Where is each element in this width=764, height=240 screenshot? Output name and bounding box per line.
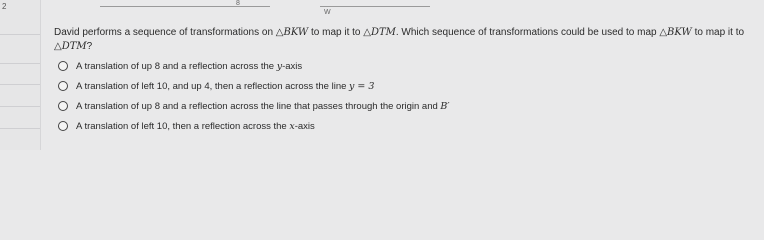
cropped-figure-fragment [40,0,764,26]
triangle-bkw: △BKW [659,27,692,38]
panel-divider [0,128,40,129]
panel-divider [0,63,40,64]
radio-button[interactable] [58,81,68,91]
answer-option[interactable] [58,96,450,116]
option-label[interactable] [76,81,374,92]
triangle-dtm: △DTM [54,41,87,52]
panel-fragment-text: 2 [2,2,7,11]
option-text-segment: -axis [294,120,315,132]
option-label[interactable] [76,61,302,72]
option-text-segment: A translation of left 10, then a reflection across the [76,120,290,132]
figure-line-fragment [320,6,430,7]
answer-options [58,56,450,136]
answer-option[interactable] [58,76,450,96]
answer-option[interactable] [58,116,450,136]
radio-button[interactable] [58,101,68,111]
question-prompt [54,26,754,54]
question-text: to map it to [691,27,745,38]
figure-line-fragment [100,6,270,7]
option-text-segment: A translation of up 8 and a reflection across the line that passes through the origin and [76,100,441,112]
question-text: . Which sequence of transformations could be used to map [395,27,660,38]
option-text-segment: A translation of left 10, and up 4, then a reflection across the line [76,80,350,92]
panel-divider [0,34,40,35]
figure-label-fragment: W [324,9,331,16]
option-label[interactable] [76,101,450,112]
option-math: B′ [440,100,450,112]
answer-option[interactable] [58,56,450,76]
question-text: David performs a sequence of transformations on [54,27,276,38]
option-math: y [276,60,283,72]
panel-divider [0,106,40,107]
option-text-segment: -axis [282,60,303,72]
option-label[interactable] [76,121,315,132]
radio-button[interactable] [58,61,68,71]
left-panel-edge [0,0,41,150]
radio-button[interactable] [58,121,68,131]
question-text: to map it to [308,27,364,38]
option-text-segment: A translation of up 8 and a reflection across the [76,60,277,72]
question-text: ? [86,41,93,52]
panel-divider [0,84,40,85]
option-math: x [289,120,295,132]
option-math: y = 3 [349,80,375,92]
triangle-dtm: △DTM [363,27,396,38]
triangle-bkw: △BKW [275,27,309,38]
figure-label-fragment: 8 [236,0,240,7]
